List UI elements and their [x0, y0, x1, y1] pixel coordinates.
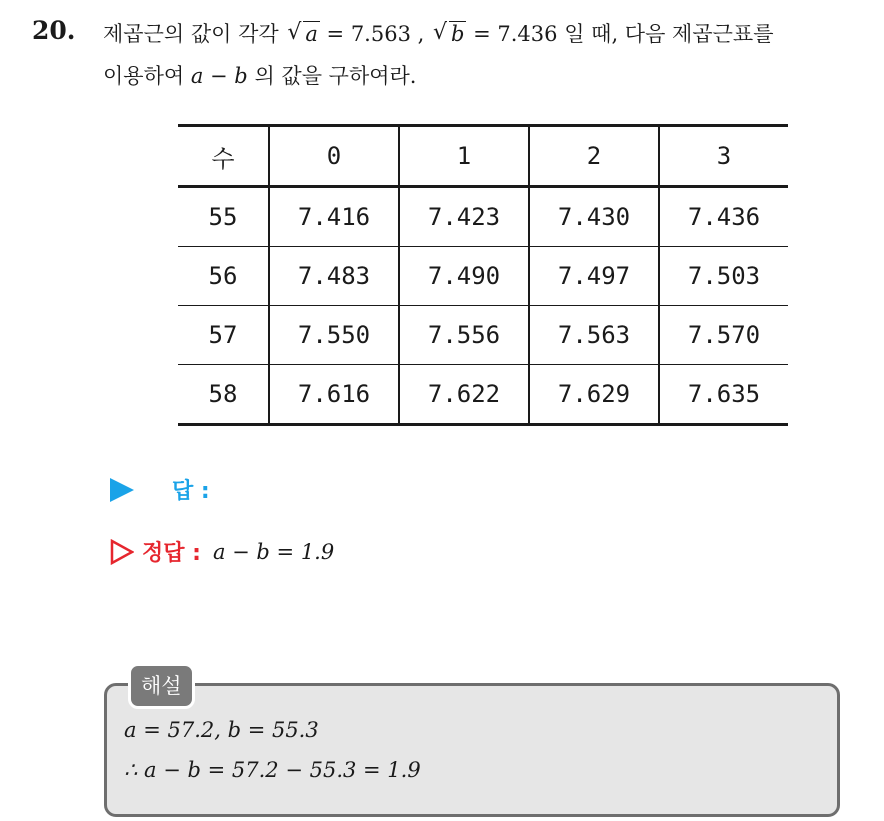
table-cell: 7.423	[399, 187, 529, 247]
table-cell: 7.503	[659, 247, 788, 306]
table-header-cell: 0	[269, 126, 399, 187]
table-row	[178, 365, 788, 425]
play-triangle-icon	[110, 478, 134, 502]
table-cell: 7.635	[659, 365, 788, 425]
table-cell: 7.622	[399, 365, 529, 425]
explanation-box	[104, 683, 840, 817]
table-row	[178, 306, 788, 365]
correct-answer-label: 정답 :	[142, 541, 201, 566]
table-header-row	[178, 126, 788, 187]
answer-row	[110, 474, 210, 505]
table-cell: 7.616	[269, 365, 399, 425]
question-text-part: 이용하여	[103, 64, 185, 88]
outline-triangle-icon	[110, 539, 134, 565]
table-cell: 7.629	[529, 365, 659, 425]
question-text-part: 의 값을 구하여라.	[254, 64, 417, 88]
correct-answer-row	[110, 536, 334, 567]
question-number: 20.	[32, 16, 76, 45]
table-cell: 7.556	[399, 306, 529, 365]
sqrt-b-value: = 7.436	[473, 22, 558, 46]
table-header-cell: 수	[178, 126, 269, 187]
table-cell: 55	[178, 187, 269, 247]
table-header-cell: 1	[399, 126, 529, 187]
table-cell: 7.430	[529, 187, 659, 247]
explanation-line: ∴ a − b = 57.2 − 55.3 = 1.9	[124, 758, 421, 782]
explanation-line: a = 57.2, b = 55.3	[124, 718, 319, 742]
sqrt-b-var: b	[450, 22, 465, 46]
explanation-tag: 해설	[128, 663, 195, 709]
question-line-2	[103, 60, 416, 90]
table-cell: 7.416	[269, 187, 399, 247]
table-cell: 7.490	[399, 247, 529, 306]
table-cell: 57	[178, 306, 269, 365]
table-header-cell: 2	[529, 126, 659, 187]
question-text-part: 일 때, 다음 제곱근표를	[564, 22, 774, 46]
table-cell: 7.550	[269, 306, 399, 365]
question-text-part: 제곱근의 값이 각각	[103, 22, 279, 46]
table-row	[178, 187, 788, 247]
sqrt-a: √ a	[287, 20, 318, 46]
table-cell: 7.436	[659, 187, 788, 247]
question-line-1	[103, 18, 773, 48]
sqrt-b: √ b	[432, 20, 465, 46]
square-root-table	[178, 124, 788, 426]
sqrt-a-var: a	[305, 22, 318, 46]
sqrt-a-value: = 7.563 ,	[326, 22, 425, 46]
correct-answer-value: a − b = 1.9	[212, 539, 335, 564]
table-header-cell: 3	[659, 126, 788, 187]
table-cell: 7.483	[269, 247, 399, 306]
table-cell: 7.497	[529, 247, 659, 306]
table-cell: 7.570	[659, 306, 788, 365]
table-cell: 56	[178, 247, 269, 306]
table-cell: 58	[178, 365, 269, 425]
table-row	[178, 247, 788, 306]
table-cell: 7.563	[529, 306, 659, 365]
question-expression: a − b	[190, 64, 248, 88]
answer-label: 답 :	[172, 479, 210, 504]
